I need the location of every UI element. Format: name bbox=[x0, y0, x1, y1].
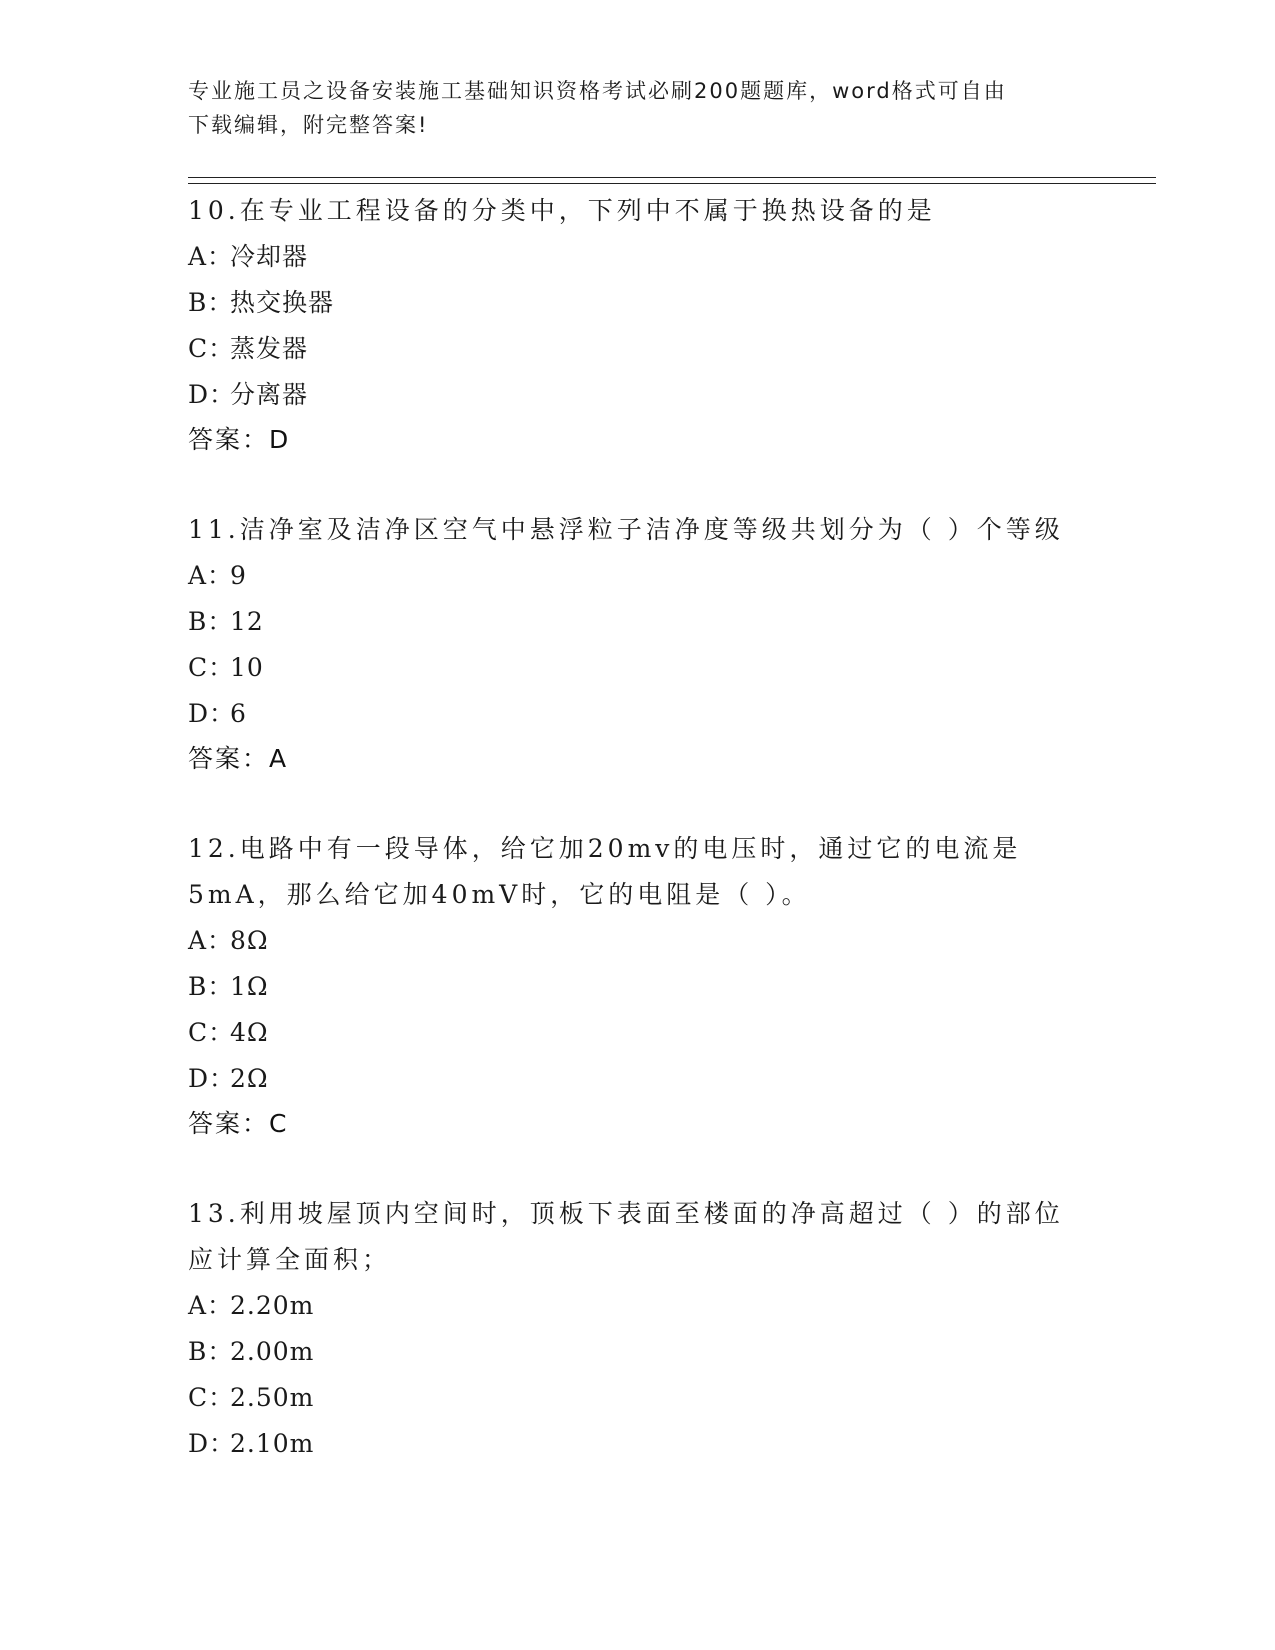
option-text: 蒸发器 bbox=[230, 334, 309, 363]
option-c bbox=[188, 1375, 1088, 1421]
option-key: B： bbox=[188, 972, 234, 1001]
question-11 bbox=[188, 507, 1088, 781]
option-key: B： bbox=[188, 607, 234, 636]
option-key: C： bbox=[188, 1383, 235, 1412]
option-text: 分离器 bbox=[230, 380, 309, 409]
question-list bbox=[188, 188, 1088, 1512]
option-text: 10 bbox=[230, 653, 264, 682]
question-stem: 12.电路中有一段导体，给它加20mv的电压时，通过它的电流是5mA，那么给它加40mV时，它的电阻是（ ）。 bbox=[188, 834, 1022, 909]
option-text: 热交换器 bbox=[230, 288, 335, 317]
option-d bbox=[188, 1421, 1088, 1467]
option-d bbox=[188, 372, 1088, 418]
option-text: 2.10m bbox=[230, 1429, 315, 1458]
option-text: 2Ω bbox=[230, 1064, 269, 1093]
question-stem: 13.利用坡屋顶内空间时，顶板下表面至楼面的净高超过（ ）的部位应计算全面积； bbox=[188, 1199, 1064, 1274]
option-text: 6 bbox=[230, 699, 247, 728]
option-text: 8Ω bbox=[230, 926, 269, 955]
option-text: 1Ω bbox=[230, 972, 269, 1001]
option-text: 冷却器 bbox=[230, 242, 309, 271]
option-key: D： bbox=[188, 1064, 236, 1093]
question-stem: 11.洁净室及洁净区空气中悬浮粒子洁净度等级共划分为（ ）个等级 bbox=[188, 515, 1064, 544]
option-key: C： bbox=[188, 1018, 235, 1047]
option-d bbox=[188, 1056, 1088, 1102]
option-c bbox=[188, 326, 1088, 372]
option-key: C： bbox=[188, 334, 235, 363]
question-stem: 10.在专业工程设备的分类中，下列中不属于换热设备的是 bbox=[188, 196, 936, 225]
header-line-2: 下载编辑，附完整答案! bbox=[188, 113, 429, 137]
option-key: A： bbox=[188, 561, 234, 590]
question-12 bbox=[188, 826, 1088, 1146]
option-text: 9 bbox=[230, 561, 247, 590]
question-13 bbox=[188, 1191, 1088, 1467]
option-key: A： bbox=[188, 1291, 234, 1320]
header-line-1: 专业施工员之设备安装施工基础知识资格考试必刷200题题库，word格式可自由 bbox=[188, 79, 1007, 103]
option-text: 2.20m bbox=[230, 1291, 315, 1320]
option-key: B： bbox=[188, 1337, 234, 1366]
option-b bbox=[188, 1329, 1088, 1375]
option-key: A： bbox=[188, 242, 234, 271]
option-text: 4Ω bbox=[230, 1018, 269, 1047]
option-c bbox=[188, 1010, 1088, 1056]
option-text: 12 bbox=[230, 607, 264, 636]
option-a bbox=[188, 918, 1088, 964]
answer-line: 答案：D bbox=[188, 425, 291, 454]
option-b bbox=[188, 280, 1088, 326]
option-key: A： bbox=[188, 926, 234, 955]
option-d bbox=[188, 691, 1088, 737]
option-key: B： bbox=[188, 288, 234, 317]
option-key: C： bbox=[188, 653, 235, 682]
option-text: 2.00m bbox=[230, 1337, 315, 1366]
answer-line: 答案：A bbox=[188, 744, 289, 773]
option-key: D： bbox=[188, 699, 236, 728]
option-a bbox=[188, 234, 1088, 280]
option-text: 2.50m bbox=[230, 1383, 315, 1412]
option-key: D： bbox=[188, 380, 236, 409]
answer-line: 答案：C bbox=[188, 1109, 289, 1138]
question-10 bbox=[188, 188, 1088, 462]
header-divider-bottom bbox=[188, 183, 1156, 184]
document-header bbox=[188, 74, 1088, 142]
option-b bbox=[188, 964, 1088, 1010]
option-a bbox=[188, 553, 1088, 599]
option-key: D： bbox=[188, 1429, 236, 1458]
option-b bbox=[188, 599, 1088, 645]
option-a bbox=[188, 1283, 1088, 1329]
header-divider-top bbox=[188, 177, 1156, 178]
option-c bbox=[188, 645, 1088, 691]
